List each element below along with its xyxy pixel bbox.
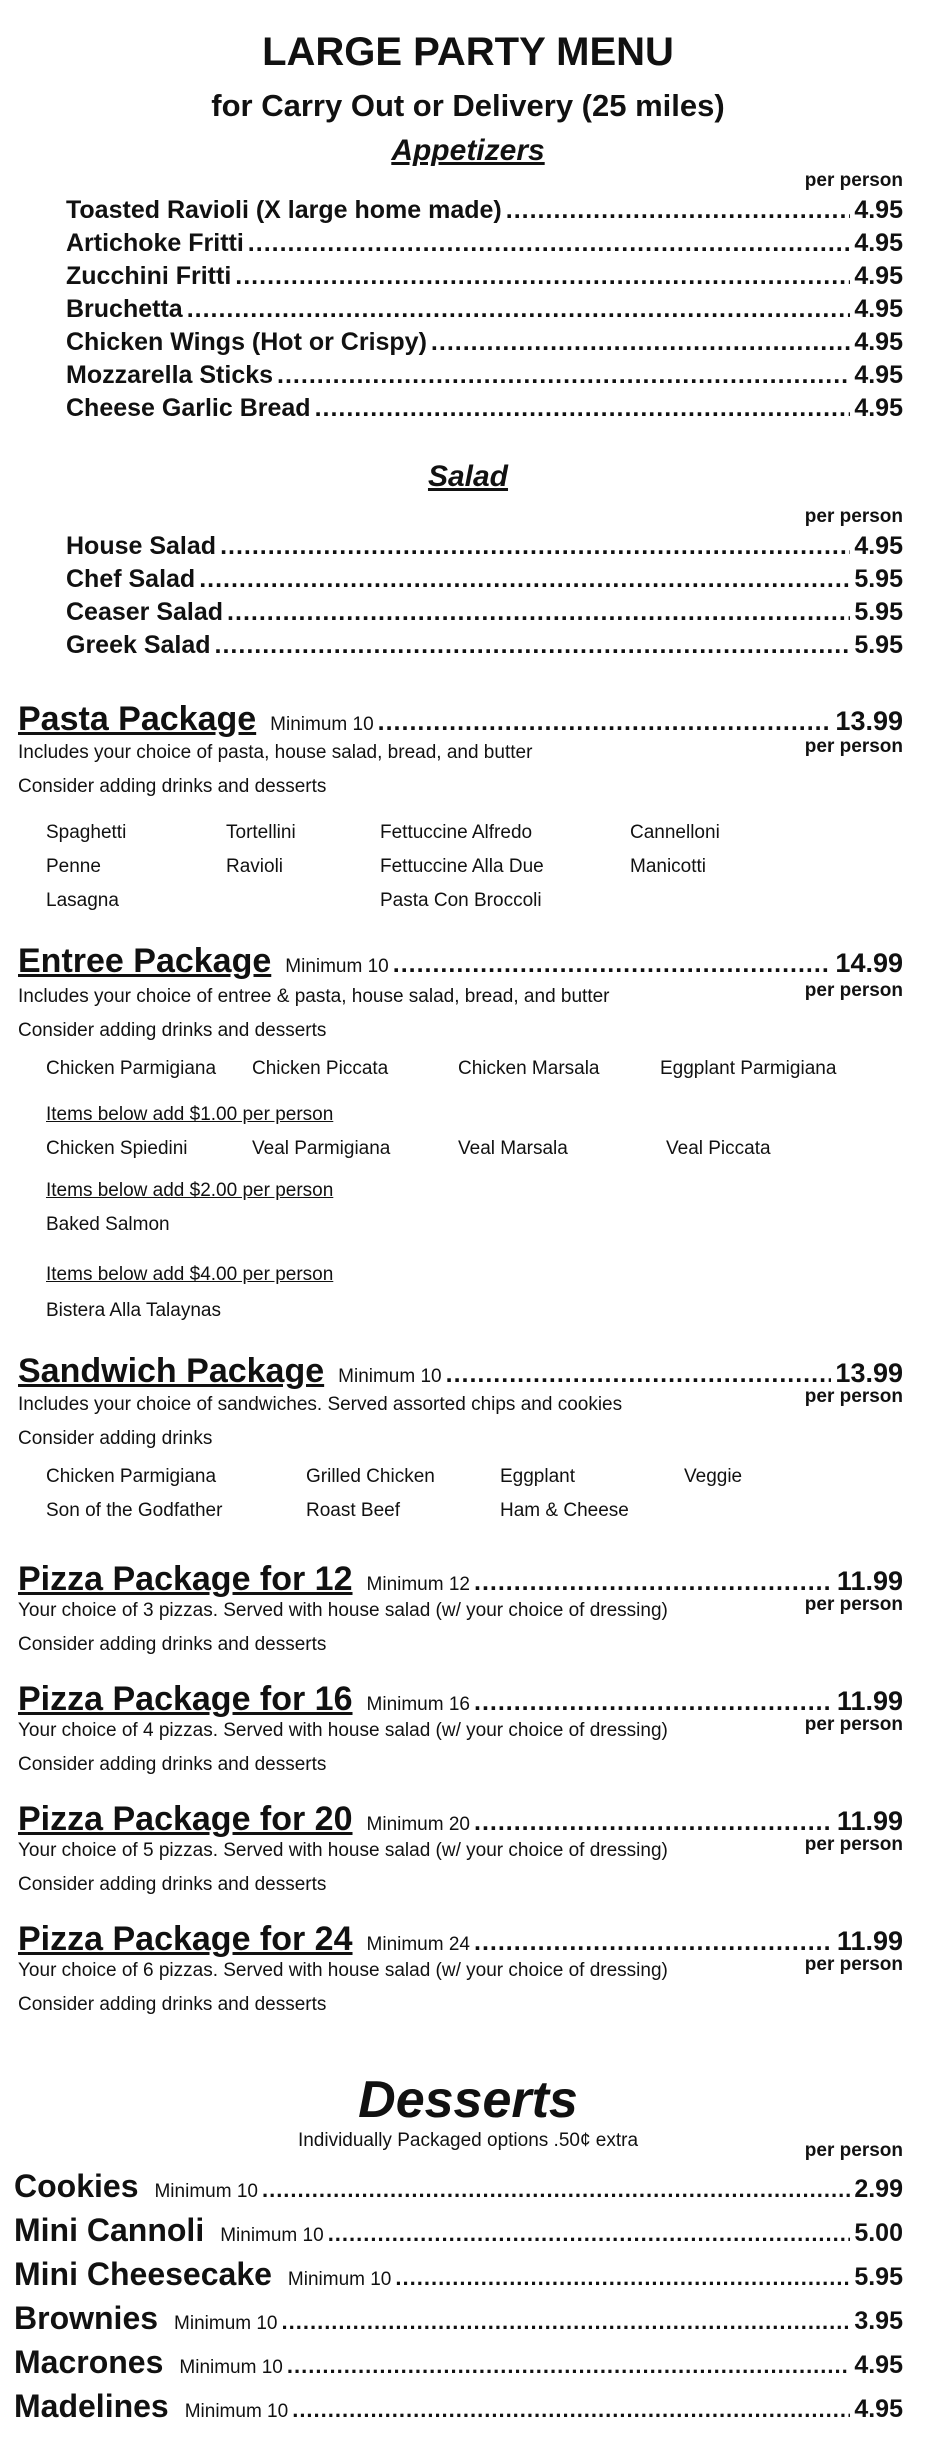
dot-leader [227,598,850,627]
pizza-package-per-person: per person [804,1594,903,1615]
sandwich-package-row [18,1352,903,1391]
appetizer-name: Chicken Wings (Hot or Crispy) [66,328,427,356]
pizza-package-note: Consider adding drinks and desserts [18,1634,327,1655]
salad-row [66,532,903,561]
dessert-minimum: Minimum 10 [287,2269,392,2290]
entree-package-minimum: Minimum 10 [285,956,389,977]
appetizer-price: 4.95 [854,328,903,356]
dot-leader [506,196,851,225]
pasta-option: Cannelloni [630,822,720,843]
appetizer-row [66,295,903,324]
pizza-package-title: Pizza Package for 16 [18,1680,353,1718]
pizza-package-row [18,1920,903,1959]
dessert-minimum: Minimum 10 [174,2313,278,2334]
dessert-name: Macrones [14,2344,164,2380]
pizza-package-desc: Your choice of 6 pizzas. Served with house salad (w/ your choice of dressing) [18,1960,668,1981]
appetizer-name: Artichoke Fritti [66,229,244,257]
dessert-minimum: Minimum 10 [154,2181,258,2202]
pasta-package-per-person: per person [804,736,903,757]
pizza-package-note: Consider adding drinks and desserts [18,1994,327,2015]
dot-leader [282,2309,851,2335]
appetizer-row [66,328,903,357]
pizza-package-row [18,1680,903,1719]
desserts-subheading: Individually Packaged options .50¢ extra [297,2130,639,2151]
dot-leader [262,2177,850,2203]
entree-package-title: Entree Package [18,942,272,980]
pizza-package-desc: Your choice of 5 pizzas. Served with house salad (w/ your choice of dressing) [18,1840,668,1861]
sandwich-option: Son of the Godfather [46,1500,223,1521]
salad-row [66,565,903,594]
pasta-package-price: 13.99 [835,706,903,736]
appetizer-row [66,196,903,225]
salad-name: Chef Salad [66,565,196,593]
pasta-option: Fettuccine Alla Due [380,856,544,877]
dessert-minimum: Minimum 10 [184,2401,289,2422]
dot-leader [215,631,851,660]
appetizer-row [66,229,903,258]
entree-package-price: 14.99 [835,948,903,978]
dessert-row [14,2344,903,2381]
pasta-option: Manicotti [630,856,707,877]
dessert-name: Mini Cheesecake [14,2256,272,2292]
dessert-row [14,2388,903,2425]
appetizer-price: 4.95 [854,361,903,389]
desserts-heading: Desserts [358,2071,578,2129]
dot-leader [446,1360,832,1389]
dessert-name: Madelines [14,2388,169,2424]
dessert-price: 3.95 [854,2307,903,2335]
sandwich-option: Eggplant [500,1466,576,1487]
entree-add1-option: Veal Marsala [458,1138,568,1159]
pasta-option: Fettuccine Alfredo [380,822,533,843]
appetizer-price: 4.95 [854,229,903,257]
entree-add1-option: Veal Parmigiana [252,1138,391,1159]
dessert-price: 2.99 [854,2175,903,2203]
pasta-option: Tortellini [226,822,296,843]
pizza-package-title: Pizza Package for 24 [18,1920,353,1958]
sandwich-option: Chicken Parmigiana [46,1466,217,1487]
entree-option: Chicken Parmigiana [46,1058,217,1079]
entree-package-row [18,942,903,981]
pasta-package-desc: Includes your choice of pasta, house salad, bread, and butter [18,742,533,763]
dessert-row [14,2168,903,2205]
appetizer-name: Zucchini Fritti [66,262,232,290]
pasta-package-title: Pasta Package [18,700,257,738]
entree-add4-label: Items below add $4.00 per person [46,1264,334,1285]
dot-leader [378,708,832,737]
dot-leader [474,1568,833,1597]
sandwich-package-title: Sandwich Package [18,1352,325,1390]
pizza-package-note: Consider adding drinks and desserts [18,1754,327,1775]
pasta-option: Pasta Con Broccoli [380,890,542,911]
entree-add1-option: Chicken Spiedini [46,1138,188,1159]
appetizer-price: 4.95 [854,295,903,323]
dot-leader [235,262,850,291]
dessert-row [14,2212,903,2249]
menu-subtitle: for Carry Out or Delivery (25 miles) [211,88,725,123]
dessert-name: Mini Cannoli [14,2212,205,2248]
dot-leader [315,394,851,423]
pasta-package-row [18,700,903,739]
sandwich-package-note: Consider adding drinks [18,1428,213,1449]
appetizer-price: 4.95 [854,262,903,290]
pizza-package-row [18,1800,903,1839]
dessert-minimum: Minimum 10 [220,2225,324,2246]
dot-leader [474,1808,833,1837]
appetizer-row [66,262,903,291]
pizza-package-row [18,1560,903,1599]
pizza-package-minimum: Minimum 20 [366,1814,470,1835]
sandwich-option: Grilled Chicken [306,1466,435,1487]
salad-price: 5.95 [854,598,903,626]
appetizers-per-person: per person [804,170,903,191]
entree-option: Chicken Piccata [252,1058,389,1079]
appetizer-price: 4.95 [854,196,903,224]
pizza-package-title: Pizza Package for 20 [18,1800,353,1838]
dot-leader [248,229,851,258]
pasta-option: Ravioli [226,856,284,877]
pizza-package-note: Consider adding drinks and desserts [18,1874,327,1895]
dot-leader [328,2221,851,2247]
dot-leader [277,361,850,390]
dot-leader [431,328,850,357]
pasta-option: Lasagna [46,890,119,911]
entree-package-per-person: per person [804,980,903,1001]
dessert-price: 4.95 [854,2351,903,2379]
sandwich-package-desc: Includes your choice of sandwiches. Served assorted chips and cookies [18,1394,623,1415]
pizza-package-minimum: Minimum 24 [366,1934,470,1955]
entree-add4-option: Bistera Alla Talaynas [46,1300,221,1321]
sandwich-package-per-person: per person [804,1386,903,1407]
salad-price: 4.95 [854,532,903,560]
pizza-package-price: 11.99 [836,1686,903,1716]
sandwich-option: Ham & Cheese [500,1500,629,1521]
salad-row [66,598,903,627]
entree-add2-option: Baked Salmon [46,1214,170,1235]
salad-price: 5.95 [854,631,903,659]
salad-per-person: per person [804,506,903,527]
pizza-package-per-person: per person [804,1834,903,1855]
dot-leader [292,2397,850,2423]
dot-leader [395,2265,850,2291]
appetizer-name: Mozzarella Sticks [66,361,274,389]
entree-package-note: Consider adding drinks and desserts [18,1020,327,1041]
entree-add1-option: Veal Piccata [666,1138,771,1159]
dessert-name: Brownies [14,2300,159,2336]
pizza-package-minimum: Minimum 16 [366,1694,470,1715]
dessert-price: 4.95 [854,2395,903,2423]
pizza-package-title: Pizza Package for 12 [18,1560,353,1598]
salad-row [66,631,903,660]
salad-name: Greek Salad [66,631,211,659]
sandwich-option: Veggie [684,1466,743,1487]
pizza-package-desc: Your choice of 4 pizzas. Served with house salad (w/ your choice of dressing) [18,1720,668,1741]
sandwich-option: Roast Beef [306,1500,400,1521]
appetizer-row [66,394,903,423]
menu-title: LARGE PARTY MENU [262,30,674,74]
dot-leader [187,295,851,324]
dessert-name: Cookies [14,2168,139,2204]
appetizers-heading: Appetizers [391,134,545,167]
appetizer-row [66,361,903,390]
dessert-minimum: Minimum 10 [179,2357,283,2378]
dessert-row [14,2300,903,2337]
desserts-per-person: per person [804,2140,903,2161]
pasta-package-minimum: Minimum 10 [270,714,374,735]
pasta-package-note: Consider adding drinks and desserts [18,776,327,797]
salad-name: House Salad [66,532,217,560]
sandwich-package-minimum: Minimum 10 [338,1366,442,1387]
sandwich-package-price: 13.99 [835,1358,903,1388]
pizza-package-minimum: Minimum 12 [366,1574,470,1595]
entree-option: Chicken Marsala [458,1058,600,1079]
salad-name: Ceaser Salad [66,598,224,626]
dot-leader [474,1928,833,1957]
appetizer-name: Toasted Ravioli (X large home made) [66,196,502,224]
entree-add1-label: Items below add $1.00 per person [46,1104,334,1125]
pasta-option: Spaghetti [46,822,127,843]
pasta-option: Penne [46,856,101,877]
appetizer-name: Bruchetta [66,295,183,323]
pizza-package-price: 11.99 [836,1806,903,1836]
pizza-package-price: 11.99 [836,1926,903,1956]
dot-leader [393,950,832,979]
salad-price: 5.95 [854,565,903,593]
dot-leader [474,1688,833,1717]
dot-leader [220,532,850,561]
dot-leader [287,2353,850,2379]
dessert-price: 5.00 [854,2219,903,2247]
appetizer-name: Cheese Garlic Bread [66,394,311,422]
dot-leader [199,565,850,594]
entree-add2-label: Items below add $2.00 per person [46,1180,334,1201]
pizza-package-price: 11.99 [836,1566,903,1596]
appetizer-price: 4.95 [854,394,903,422]
pizza-package-per-person: per person [804,1954,903,1975]
dessert-price: 5.95 [854,2263,903,2291]
pizza-package-desc: Your choice of 3 pizzas. Served with house salad (w/ your choice of dressing) [18,1600,668,1621]
dessert-row [14,2256,903,2293]
entree-package-desc: Includes your choice of entree & pasta, house salad, bread, and butter [18,986,610,1007]
pizza-package-per-person: per person [804,1714,903,1735]
salad-heading: Salad [427,460,509,493]
entree-option: Eggplant Parmigiana [660,1058,837,1079]
